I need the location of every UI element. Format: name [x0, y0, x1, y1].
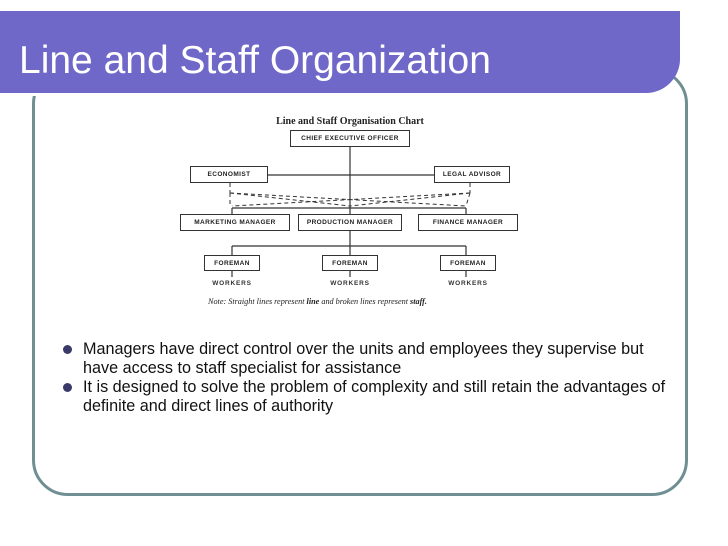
- bullet-text: It is designed to solve the problem of complexity and still retain the advantages of definite and direct lines of authority: [83, 378, 666, 415]
- workers-label-1: WORKERS: [212, 280, 252, 287]
- bullet-item: [62, 378, 672, 416]
- foreman-box-1: FOREMAN: [204, 255, 260, 271]
- production-manager-box: PRODUCTION MANAGER: [298, 214, 402, 231]
- dashed-legal-finance: [466, 193, 470, 206]
- note-staff-word: staff.: [410, 297, 427, 306]
- foreman-box-3: FOREMAN: [440, 255, 496, 271]
- note-line-word: line: [306, 297, 320, 306]
- note-prefix: Note: Straight lines represent: [208, 297, 307, 306]
- chart-note: [208, 297, 427, 306]
- ceo-box: CHIEF EXECUTIVE OFFICER: [290, 130, 410, 147]
- economist-box: ECONOMIST: [190, 166, 268, 183]
- title-divider: [0, 93, 643, 96]
- bullet-item: [62, 340, 672, 378]
- legal-advisor-box: LEGAL ADVISOR: [434, 166, 510, 183]
- foreman-box-2: FOREMAN: [322, 255, 378, 271]
- workers-label-3: WORKERS: [448, 280, 488, 287]
- title-bar: [0, 11, 680, 93]
- note-middle: and broken lines represent: [319, 297, 411, 306]
- slide-title: Line and Staff Organization: [19, 39, 491, 82]
- bullet-list: [62, 340, 672, 416]
- workers-label-2: WORKERS: [330, 280, 370, 287]
- marketing-manager-box: MARKETING MANAGER: [180, 214, 290, 231]
- org-chart: [170, 113, 530, 313]
- dashed-economist-production: [230, 193, 350, 206]
- dashed-legal-production: [350, 193, 470, 206]
- finance-manager-box: FINANCE MANAGER: [418, 214, 518, 231]
- chart-title: Line and Staff Organisation Chart: [276, 116, 424, 127]
- bullet-text: Managers have direct control over the units and employees they supervise but have access to staff specialist for assistance: [83, 340, 644, 377]
- bullet-dot-icon: [63, 383, 72, 392]
- bullet-dot-icon: [63, 345, 72, 354]
